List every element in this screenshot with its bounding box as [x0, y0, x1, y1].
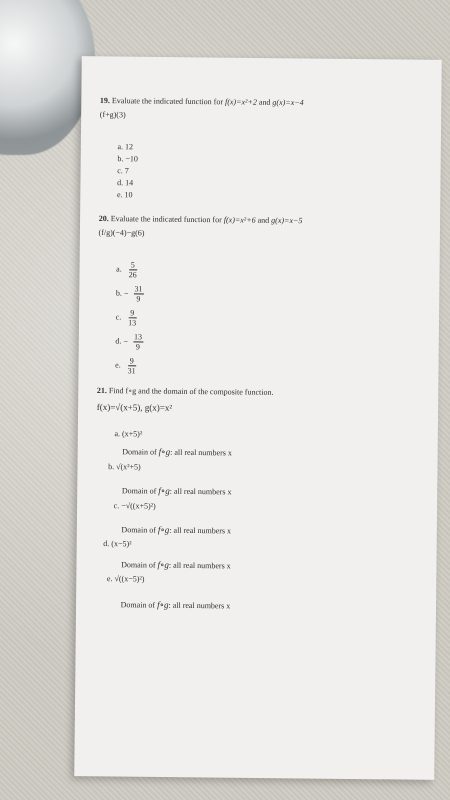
q21-option-b: b. √(x²+5) — [108, 462, 141, 472]
q21-option-e-domain: Domain of f∘g: all real numbers x — [120, 599, 231, 611]
q19-option-a: a. 12 — [117, 142, 134, 152]
q21-option-c-domain: Domain of f∘g: all real numbers x — [121, 524, 232, 536]
q21-option-d: d. (x−5)² — [103, 539, 132, 549]
q21-option-e: e. √((x−5)²) — [106, 574, 145, 584]
q21-option-d-domain: Domain of f∘g: all real numbers x — [121, 559, 231, 571]
question-19 — [100, 96, 435, 124]
worksheet-paper — [74, 56, 442, 780]
question-21-definitions: f(x)=√(x+5), g(x)=x² — [96, 401, 173, 413]
question-20-expression: (f/g)(−4)−g(6) — [98, 227, 145, 238]
question-21 — [97, 386, 432, 417]
q20-option-d: d. − $\frac{13}{9}$ — [115, 332, 143, 352]
q20-option-c: c. $\frac{9}{13}$ — [115, 308, 137, 328]
q19-option-c: c. 7 — [117, 166, 129, 176]
question-20 — [99, 214, 434, 242]
question-19-prompt: 19. Evaluate the indicated function for f(x)=x²+2 and g(x)=x−4 — [99, 96, 304, 108]
question-19-expression: (f+g)(3) — [99, 109, 126, 120]
q21-option-a: a. (x+5)² — [114, 429, 143, 439]
q20-option-b: b. − $\frac{31}{9}$ — [115, 284, 143, 304]
q19-option-e: e. 10 — [116, 190, 133, 200]
q21-option-c: c. −√((x+5)²) — [113, 501, 156, 511]
q20-option-a: a. $\frac{5}{26}$ — [116, 260, 137, 280]
question-21-prompt: 21. Find f∘g and the domain of the composite function. — [96, 385, 274, 397]
q19-option-b: b. −10 — [117, 154, 138, 164]
question-20-prompt: 20. Evaluate the indicated function for f(x)=x²+6 and g(x)=x−5 — [98, 213, 303, 226]
q19-option-d: d. 14 — [117, 178, 134, 188]
q21-option-a-domain: Domain of f∘g: all real numbers x — [122, 446, 232, 458]
q21-option-b-domain: Domain of f∘g: all real numbers x — [121, 485, 232, 497]
q20-option-e: e. $\frac{9}{31}$ — [115, 356, 136, 376]
